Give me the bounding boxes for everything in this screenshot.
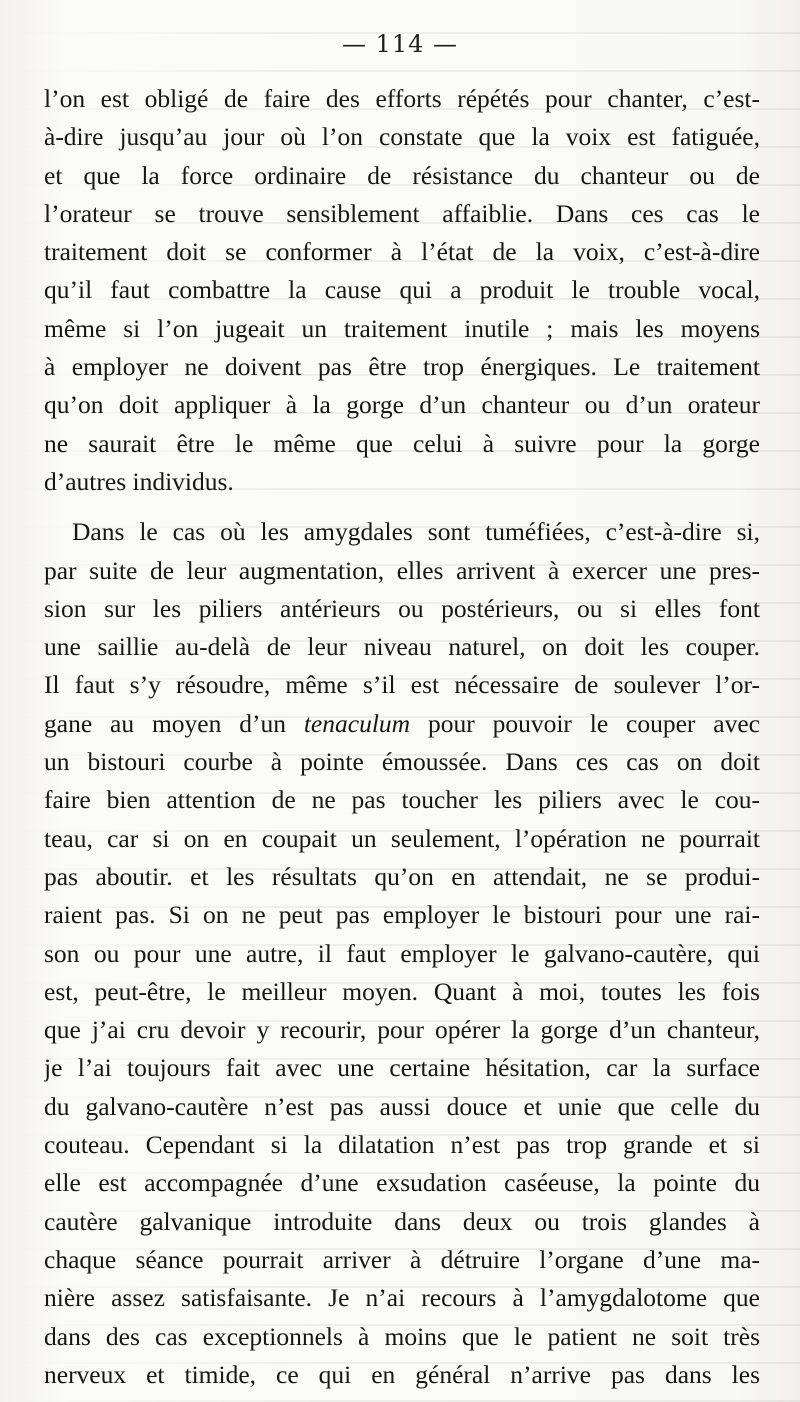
text-line: sion sur les piliers antérieurs ou postérieurs, ou si elles font [44,593,760,623]
text-line: cautère galvanique introduite dans deux ou trois glandes à [44,1206,760,1236]
text-line: qu’on doit appliquer à la gorge d’un chanteur ou d’un orateur [44,390,760,420]
text-line: d’autres individus. [44,466,234,496]
text-line: une saillie au-delà de leur niveau naturel, on doit les couper. [44,632,760,662]
text-line: je l’ai toujours fait avec une certaine hésitation, car la surface [44,1053,760,1083]
text-line: faire bien attention de ne pas toucher les piliers avec le cou- [44,785,760,815]
text-span: gane au moyen d’un [44,708,286,738]
italic-term: tenaculum [303,708,411,738]
page-number: — 114 — [341,30,459,58]
text-line: à-dire jusqu’au jour où l’on constate que la voix est fatiguée, [44,122,760,152]
text-line: nière assez satisfaisante. Je n’ai recours à l’amygdalotome que [44,1283,760,1313]
text-line: du galvano-cautère n’est pas aussi douce et unie que celle du [44,1091,760,1121]
text-line: un bistouri courbe à pointe émoussée. Dans ces cas on doit [44,747,760,777]
text-line: couteau. Cependant si la dilatation n’est pas trop grande et si [44,1130,760,1160]
text-line: est, peut-être, le meilleur moyen. Quant à moi, toutes les fois [44,976,760,1006]
text-line: par suite de leur augmentation, elles arrivent à exercer une pres- [44,555,760,585]
text-line: à employer ne doivent pas être trop énergiques. Le traitement [44,352,760,382]
text-line-with-italic [44,705,760,743]
text-line: dans des cas exceptionnels à moins que le patient ne soit très [44,1321,760,1351]
text-line: traitement doit se conformer à l’état de la voix, c’est-à-dire [44,237,760,267]
text-line: pas aboutir. et les résultats qu’on en attendait, ne se produi- [44,861,760,891]
text-line: raient pas. Si on ne peut pas employer le bistouri pour une rai- [44,900,760,930]
text-line: Il faut s’y résoudre, même s’il est nécessaire de soulever l’or- [44,670,760,700]
text-line: l’on est obligé de faire des efforts répétés pour chanter, c’est- [44,84,760,113]
text-line: ne saurait être le même que celui à suivre pour la gorge [44,428,760,458]
text-line: même si l’on jugeait un traitement inutile ; mais les moyens [44,313,760,343]
text-line: et que la force ordinaire de résistance du chanteur ou de [44,160,760,190]
text-line: chaque séance pourrait arriver à détruire l’organe d’une ma- [44,1244,760,1274]
paragraph-1 [44,80,760,501]
text-line: elle est accompagnée d’une exsudation caséeuse, la pointe du [44,1168,760,1198]
text-line: l’orateur se trouve sensiblement affaiblie. Dans ces cas le [44,198,760,228]
paragraph-2 [44,513,760,1394]
text-line: nerveux et timide, ce qui en général n’arrive pas dans les [44,1359,760,1389]
text-span: pour pouvoir le couper avec [427,708,760,738]
text-line: qu’il faut combattre la cause qui a produit le trouble vocal, [44,275,760,305]
text-line: Dans le cas où les amygdales sont tuméfiées, c’est-à-dire si, [72,517,760,547]
text-line: que j’ai cru devoir y recourir, pour opérer la gorge d’un chanteur, [44,1015,760,1045]
body-text [44,80,760,1394]
text-line: teau, car si on en coupait un seulement, l’opération ne pourrait [44,823,760,853]
text-line: son ou pour une autre, il faut employer le galvano-cautère, qui [44,938,760,968]
